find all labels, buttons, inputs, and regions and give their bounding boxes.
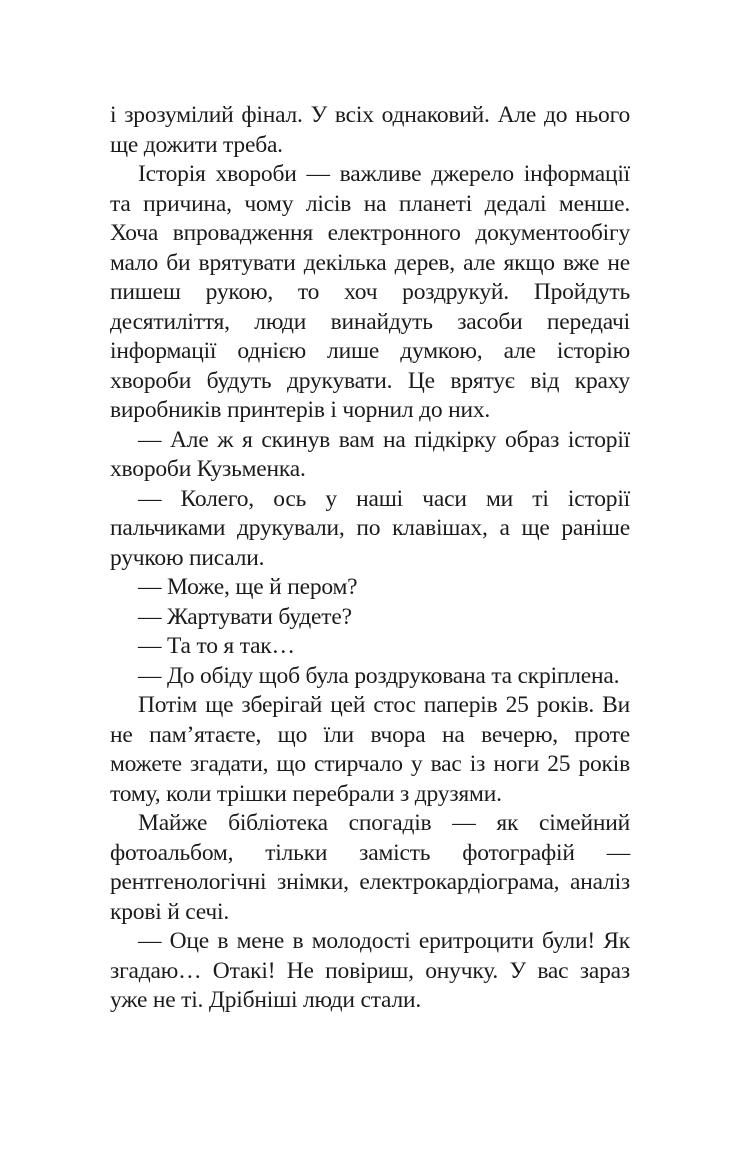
paragraph: Потім ще зберігай цей стос паперів 25 років. Ви не пам’ятаєте, що їли вчора на вечерю, проте можете згадати, що стирчало у вас із ноги 25 років тому, коли трішки перебрали з друзями. bbox=[110, 692, 630, 807]
paragraph: Історія хвороби — важливе джерело інформації та причина, чому лісів на планеті дедалі менше. Хоча впровадження електронного документообігу мало би врятувати декілька дерев, але якщо вже не пишеш рукою, то хоч роздрукуй. Пройдуть десятиліття, люди винайдуть засоби передачі інформації однією лише думкою, але історію хвороби будуть друкувати. Це врятує від краху виробників принтерів і чорнил до них. bbox=[110, 161, 630, 423]
paragraph: — Може, ще й пером? bbox=[138, 574, 358, 600]
paragraph: і зрозумілий фінал. У всіх однаковий. Але до нього ще дожити треба. bbox=[110, 102, 630, 158]
paragraph: Майже бібліотека спогадів — як сімейний фотоальбом, тільки замість фотографій — рентгенологічні знімки, електрокардіограма, аналіз крові й сечі. bbox=[110, 810, 630, 925]
paragraph: — Жартувати будете? bbox=[138, 603, 352, 630]
paragraph: — До обіду щоб була роздрукована та скріплена. bbox=[138, 662, 620, 689]
page-text-block bbox=[110, 101, 630, 1016]
paragraph: — Оце в мене в молодості еритроцити були! Як згадаю… Отакі! Не повіриш, онучку. У вас зараз уже не ті. Дрібніші люди стали. bbox=[110, 928, 630, 1013]
paragraph: — Колего, ось у наші часи ми ті історії пальчиками друкували, по клавішах, а ще раніше ручкою писали. bbox=[110, 485, 630, 571]
paragraph: — Але ж я скинув вам на підкірку образ історії хвороби Кузьменка. bbox=[110, 426, 630, 482]
paragraph: — Та то я так… bbox=[138, 633, 295, 659]
